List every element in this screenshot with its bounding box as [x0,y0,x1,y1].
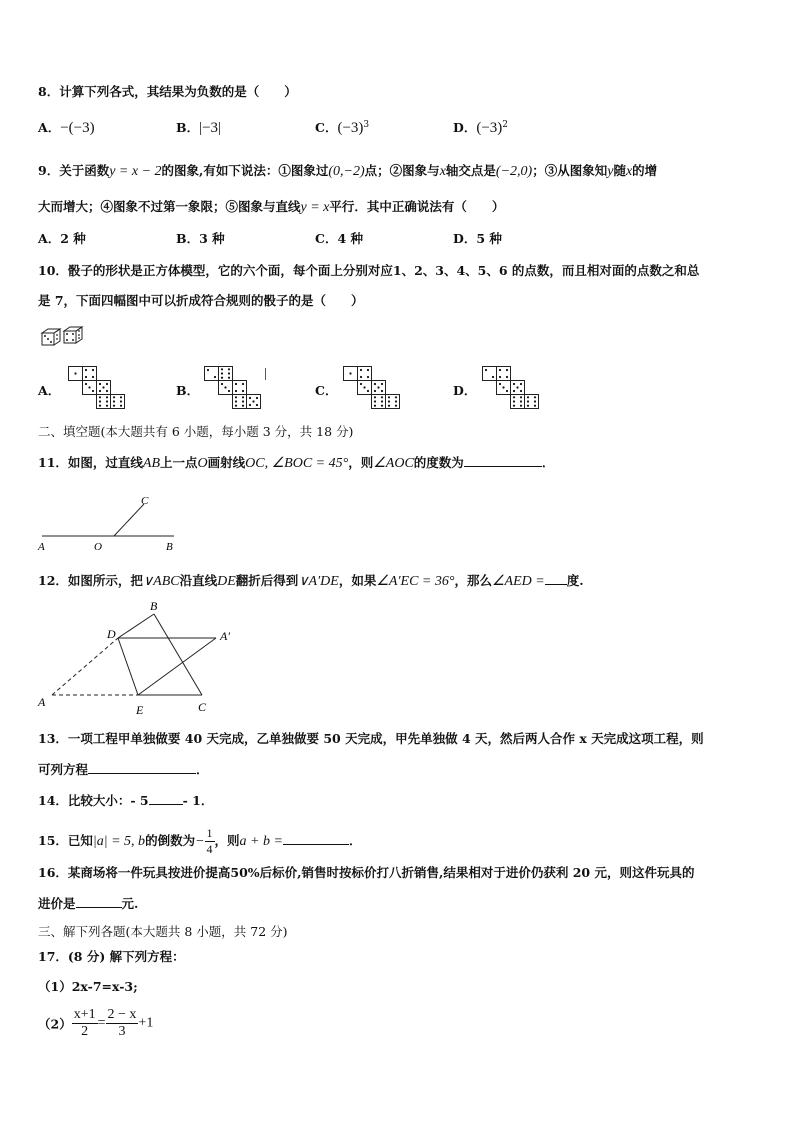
q10-option-d-label: D． [453,383,477,398]
dice-face [83,381,97,395]
label-c: C [198,700,207,714]
q8-option-c [315,118,369,137]
q9-option-b: B．3 种 [176,231,225,246]
dice-net-c [343,366,401,410]
q8-stem: 8．计算下列各式，其结果为负数的是（ ） [38,84,297,99]
q8-option-a [38,118,95,137]
q9-option-a: A．2 种 [38,231,86,246]
dice-face [233,381,247,395]
label-a: A [38,695,46,709]
fraction: $\frac{2 - x}{3}$ [107,1007,137,1039]
dice-net-a [68,366,126,410]
q10-option-a-label: A． [38,383,61,398]
q13-line1: 13．一项工程甲单独做要 40 天完成，乙单独做要 50 天完成，甲先单独做 4 天，然后两人合作 x 天完成这项工程，则 [38,731,704,746]
answer-blank[interactable] [76,895,122,908]
option-label: B． [176,120,200,135]
label-d: D [107,627,116,641]
q16-line2: 进价是 元. [38,896,139,911]
q10-line2: 是 7，下面四幅图中可以折成符合规则的骰子的是（ ） [38,293,364,308]
dice-face [219,381,233,395]
label-e: E [136,703,144,717]
label-o: O [94,541,102,553]
q13-line2: 可列方程 ． [38,762,209,777]
dice-face [97,381,111,395]
dice-face [69,367,83,381]
option-exponent: 3 [363,119,370,130]
q17-part2: （2） $\frac{x+1}{2}$ = $\frac{2 - x}{3}$ +1 [38,1007,154,1039]
option-exponent: 2 [502,119,509,130]
stray-mark [265,368,266,380]
q10-option-b-label: B． [176,383,200,398]
q11-figure [34,492,184,554]
dice-face [483,367,497,381]
q16-line1: 16．某商场将一件玩具按进价提高50%后标价,销售时按标价打八折销售,结果相对于进价仍获利 20 元，则这件玩具的 [38,865,695,880]
section-2-heading: 二、填空题(本大题共有 6 小题，每小题 3 分，共 18 分) [38,424,354,439]
q10-option-c-label: C． [315,383,338,398]
dice-face [97,395,111,409]
dice-face [372,381,386,395]
dice-face [497,381,511,395]
fraction: $\frac{x+1}{2}$ [73,1007,96,1039]
answer-blank[interactable] [88,761,196,774]
label-a: A [38,541,45,553]
function-expr: y = x − 2 [109,164,162,179]
option-label: A． [38,120,61,135]
q12-stem: 12．如图所示，把∨ABC沿直线DE翻折后得到∨A′DE，如果∠A′EC = 36°，那么∠AED = 度. [38,573,584,589]
dice-face [247,395,261,409]
fraction: $\frac{1}{4}$ [206,826,213,856]
dice-face [111,395,125,409]
dice-face [344,367,358,381]
option-value: (−3) [337,120,364,136]
label-c: C [141,495,149,507]
answer-blank[interactable] [545,572,567,585]
dice-net-b [204,366,262,410]
dice-face [497,367,511,381]
answer-blank[interactable] [464,454,542,467]
dice-face [358,367,372,381]
q17-part1: （1）2x-7=x-3; [38,979,138,994]
q11-stem: 11．如图，过直线AB上一点O画射线OC, ∠BOC = 45°，则∠AOC的度数为 ． [38,455,555,471]
section-3-heading: 三、解下列各题(本大题共 8 小题，共 72 分) [38,924,288,939]
option-value: (−3) [476,120,503,136]
dice-net-d [482,366,540,410]
dice-face [358,381,372,395]
label-a-prime: A′ [220,629,230,643]
answer-blank[interactable] [283,832,349,845]
q9-line2: 大而增大；④图象不过第一象限；⑤图象与直线y = x平行．其中正确说法有（ ） [38,199,505,215]
option-label: D． [453,120,477,135]
answer-blank[interactable] [149,792,183,805]
q9-option-d: D．5 种 [453,231,502,246]
option-value: |−3| [199,120,222,136]
dice-face [511,395,525,409]
option-label: C． [315,120,338,135]
q15-stem: 15．已知|a| = 5, b的倒数为− $\frac{1}{4}$ ，则a + b = ． [38,826,362,856]
q8-option-d [453,118,508,137]
q10-line1: 10．骰子的形状是正方体模型，它的六个面，每个面上分别对应1、2、3、4、5、6 的点数，而且相对面的点数之和总 [38,263,700,278]
dice-face [511,381,525,395]
label-b: B [166,541,173,553]
dice-face [219,367,233,381]
option-value: −(−3) [60,120,95,136]
dice-face [205,367,219,381]
q17-stem: 17．(8 分) 解下列方程： [38,949,185,964]
q14-stem: 14．比较大小：- 5 - 1． [38,793,214,808]
dice-face [372,395,386,409]
dice-face [525,395,539,409]
q8-option-b [176,118,221,137]
q9-line1: 9．关于函数y = x − 2的图象,有如下说法：①图象过(0,−2)点；②图象与x轴交点是(−2,0)；③从图象知y随x的增 [38,163,658,179]
label-b: B [150,599,158,613]
dice-face [83,367,97,381]
dice-face [386,395,400,409]
q9-option-c: C．4 种 [315,231,363,246]
q12-figure [34,598,244,718]
dice-icon [40,325,86,349]
dice-face [233,395,247,409]
